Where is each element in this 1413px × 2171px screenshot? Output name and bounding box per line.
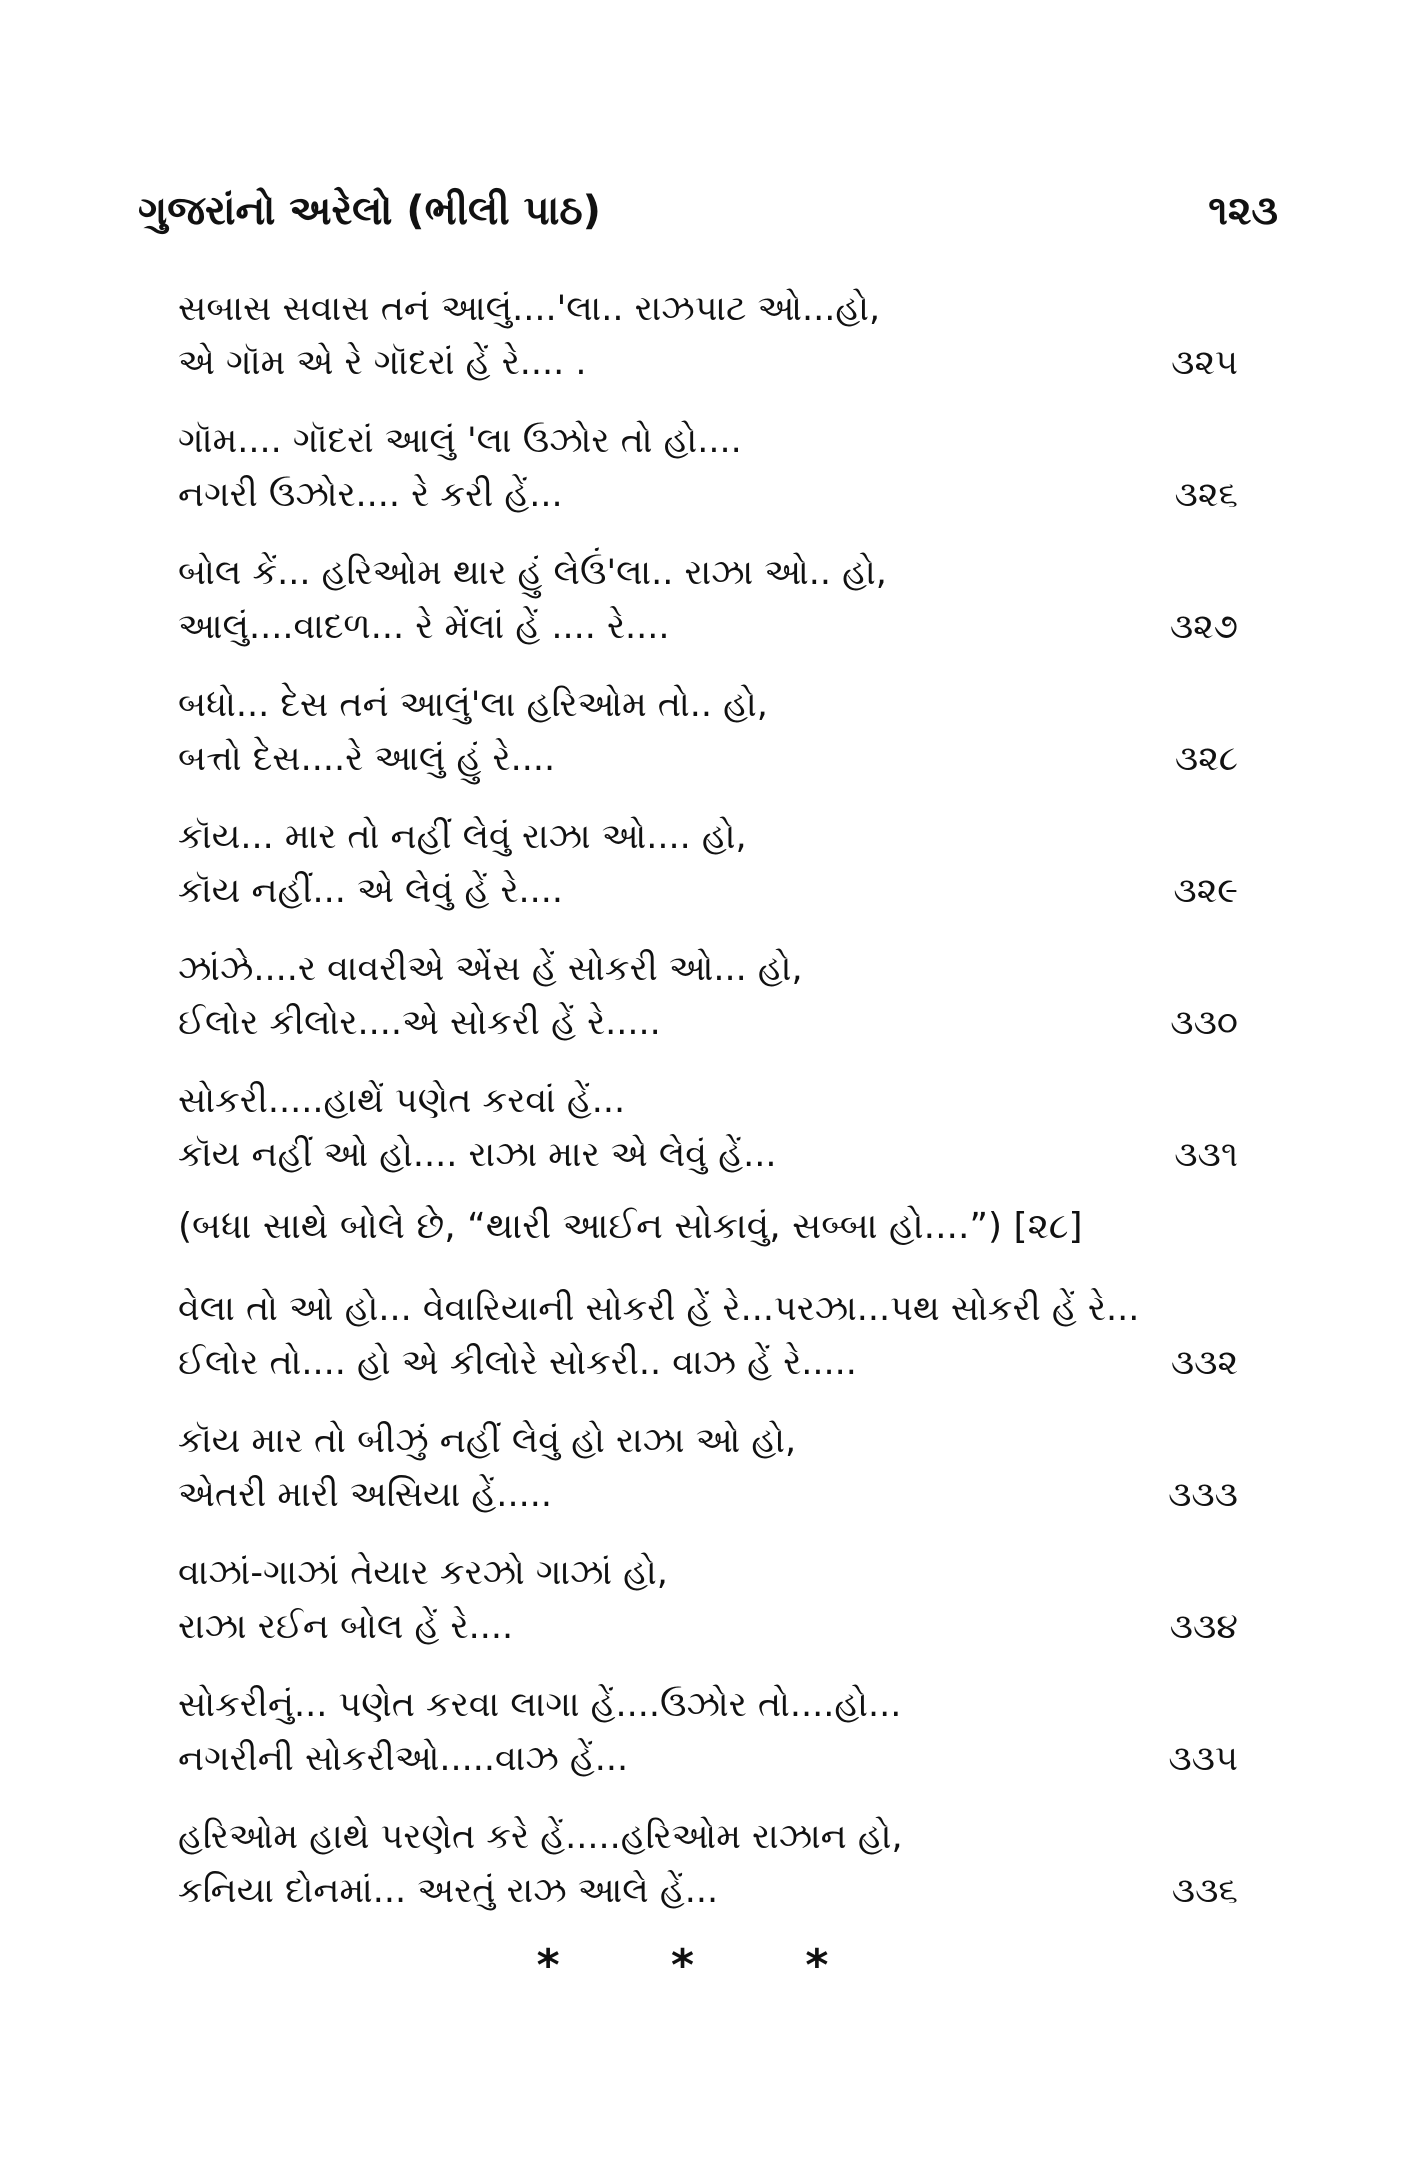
verse-number: ૩૩૧ [1174,1135,1238,1175]
verse-number: ૩૨૫ [1171,343,1238,383]
verse-line: ગૉમ.... ગૉદરાં આલું 'લા ઉઝોર તો હો.... [178,421,742,461]
verse-stanza [178,942,1238,1050]
verse-line: કનિયા દોનમાં... અરતું રાઝ આલે હેં... [178,1871,719,1911]
verse-number: ૩૩૫ [1168,1739,1238,1779]
verse-line: બધો... દેસ તનં આલું'લા હરિઓમ તો.. હો, [178,685,768,725]
verse-number: ૩૩૪ [1169,1607,1238,1647]
running-head [138,188,1278,248]
verse-line: હરિઓમ હાથે પરણેત કરે હેં.....હરિઓમ રાઝાન હો, [178,1817,903,1857]
verse-line: એ ગૉમ એ રે ગૉદરાં હેં રે.... . [178,343,587,383]
verse-stanza [178,546,1238,654]
refrain-note: (બધા સાથે બોલે છે, “થારી આઈન સોકાવું, સબ્બા હો....”) [૨૮] [178,1206,1083,1247]
verse-line: સોકરીનું... પણેત કરવા લાગા હેં....ઉઝોર તો....હો... [178,1685,902,1725]
verse-stanza [178,1282,1238,1390]
verse-line: ઈલોર કીલોર....એ સોકરી હેં રે..... [178,1003,661,1043]
verse-number: ૩૨૯ [1173,871,1238,911]
verse-line: કૉય માર તો બીઝું નહીં લેવું હો રાઝા ઓ હો, [178,1421,797,1461]
verse-line: કૉય... માર તો નહીં લેવું રાઝા ઓ.... હો, [178,817,747,857]
verse-line: રાઝા રઈન બોલ હેં રે.... [178,1607,514,1647]
verse-line: આલું....વાદળ... રે મેંલાં હેં .... રે.... [178,607,670,647]
verse-number: ૩૩૩ [1168,1475,1238,1515]
page-header-title: ગુજરાંનો અરેલો (ભીલી પાઠ) [138,188,601,234]
verse-stanza [178,1678,1238,1786]
verse-line: વેલા તો ઓ હો... વેવારિયાની સોકરી હેં રે...પરઝા...પથ સોકરી હેં રે... [178,1289,1140,1329]
verse-stanza [178,282,1238,390]
verse-number: ૩૩૬ [1171,1871,1238,1911]
verse-line: કૉય નહીં... એ લેવું હેં રે.... [178,871,564,911]
verse-stanza [178,1074,1238,1182]
verse-number: ૩૩૦ [1170,1003,1238,1043]
verse-number: ૩૩૨ [1170,1343,1238,1383]
page-number: ૧૨૩ [1208,188,1278,234]
verse-stanza [178,1546,1238,1654]
verse-stanza [178,678,1238,786]
verse-line: બત્તો દેસ....રે આલું હું રે.... [178,739,556,779]
verse-line: નગરીની સોકરીઓ.....વાઝ હેં... [178,1739,629,1779]
verse-line: ઝાંઝે....ર વાવરીએ એંસ હેં સોકરી ઓ... હો, [178,949,803,989]
verse-stanza [178,810,1238,918]
verse-line: કૉય નહીં ઓ હો.... રાઝા માર એ લેવું હેં... [178,1135,777,1175]
verse-line: વાઝાં-ગાઝાં તેયાર કરઝો ગાઝાં હો, [178,1553,668,1593]
verse-line: સબાસ સવાસ તનં આલું....'લા.. રાઝપાટ ઓ...હો, [178,289,881,329]
verse-number: ૩૨૭ [1169,607,1238,647]
verse-number: ૩૨૬ [1174,475,1238,515]
verse-line: બોલ કેં... હરિઓમ થાર હું લેઉં'લા.. રાઝા ઓ.. હો, [178,553,887,593]
verse-line: ઈલોર તો.... હો એ કીલોરે સોકરી.. વાઝ હેં રે..... [178,1343,857,1383]
verse-number: ૩૨૮ [1174,739,1238,779]
verse-line: એતરી મારી અસિયા હેં..... [178,1475,552,1515]
verse-stanza [178,414,1238,522]
verse-stanza [178,1810,1238,1918]
section-end-ornament: * * * [536,1940,877,1991]
verse-stanza [178,1414,1238,1522]
verse-line: નગરી ઉઝોર.... રે કરી હેં... [178,475,563,515]
verse-line: સોકરી.....હાથેં પણેત કરવાં હેં... [178,1081,626,1121]
